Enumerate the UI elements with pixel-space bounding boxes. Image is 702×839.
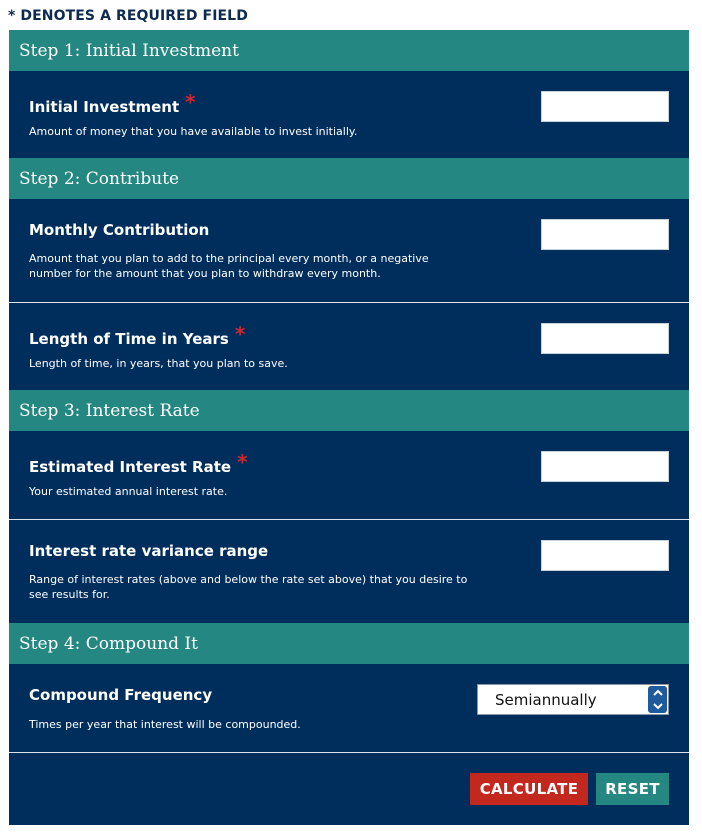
interest-rate-variance-input[interactable] (541, 540, 669, 571)
monthly-contribution-row (9, 199, 689, 303)
step-3-header: Step 3: Interest Rate (9, 390, 689, 431)
monthly-contribution-input[interactable] (541, 219, 669, 250)
required-marker: * (234, 322, 246, 346)
calculate-button[interactable]: CALCULATE (470, 773, 588, 805)
estimated-interest-rate-label-text: Estimated Interest Rate (29, 458, 232, 476)
length-of-time-input[interactable] (541, 323, 669, 354)
interest-rate-variance-label: Interest rate variance range (29, 542, 269, 560)
monthly-contribution-label: Monthly Contribution (29, 221, 210, 239)
initial-investment-label (29, 90, 196, 117)
reset-button[interactable]: RESET (596, 773, 669, 805)
compound-frequency-select[interactable] (477, 684, 669, 715)
length-of-time-row (9, 303, 689, 390)
required-field-note: * DENOTES A REQUIRED FIELD (8, 8, 248, 24)
compound-frequency-description: Times per year that interest will be compounded. (29, 718, 301, 731)
chevron-down-icon[interactable] (653, 703, 663, 710)
chevron-up-icon[interactable] (653, 689, 663, 696)
compound-interest-form (9, 30, 689, 825)
compound-frequency-selected-value: Semiannually (495, 690, 597, 709)
length-of-time-label-text: Length of Time in Years (29, 330, 229, 348)
form-actions (9, 753, 689, 825)
select-spinner[interactable] (648, 686, 667, 713)
step-2-header: Step 2: Contribute (9, 158, 689, 199)
estimated-interest-rate-input[interactable] (541, 451, 669, 482)
length-of-time-label (29, 322, 246, 349)
compound-frequency-label: Compound Frequency (29, 686, 213, 704)
initial-investment-description: Amount of money that you have available to invest initially. (29, 125, 358, 138)
step-4-header: Step 4: Compound It (9, 623, 689, 664)
initial-investment-row (9, 71, 689, 158)
length-of-time-description: Length of time, in years, that you plan to save. (29, 357, 288, 370)
interest-rate-variance-row (9, 520, 689, 623)
estimated-interest-rate-description: Your estimated annual interest rate. (29, 485, 228, 498)
monthly-contribution-description: Amount that you plan to add to the principal every month, or a negative number for the amount that you plan to withdraw every month. (29, 252, 429, 280)
interest-rate-variance-description: Range of interest rates (above and below the rate set above) that you desire to see results for. (29, 573, 468, 601)
estimated-interest-rate-row (9, 431, 689, 520)
initial-investment-label-text: Initial Investment (29, 98, 180, 116)
compound-frequency-row (9, 664, 689, 753)
estimated-interest-rate-label (29, 450, 248, 477)
initial-investment-input[interactable] (541, 91, 669, 122)
step-1-header: Step 1: Initial Investment (9, 30, 689, 71)
required-marker: * (237, 450, 248, 474)
required-marker: * (185, 90, 196, 114)
